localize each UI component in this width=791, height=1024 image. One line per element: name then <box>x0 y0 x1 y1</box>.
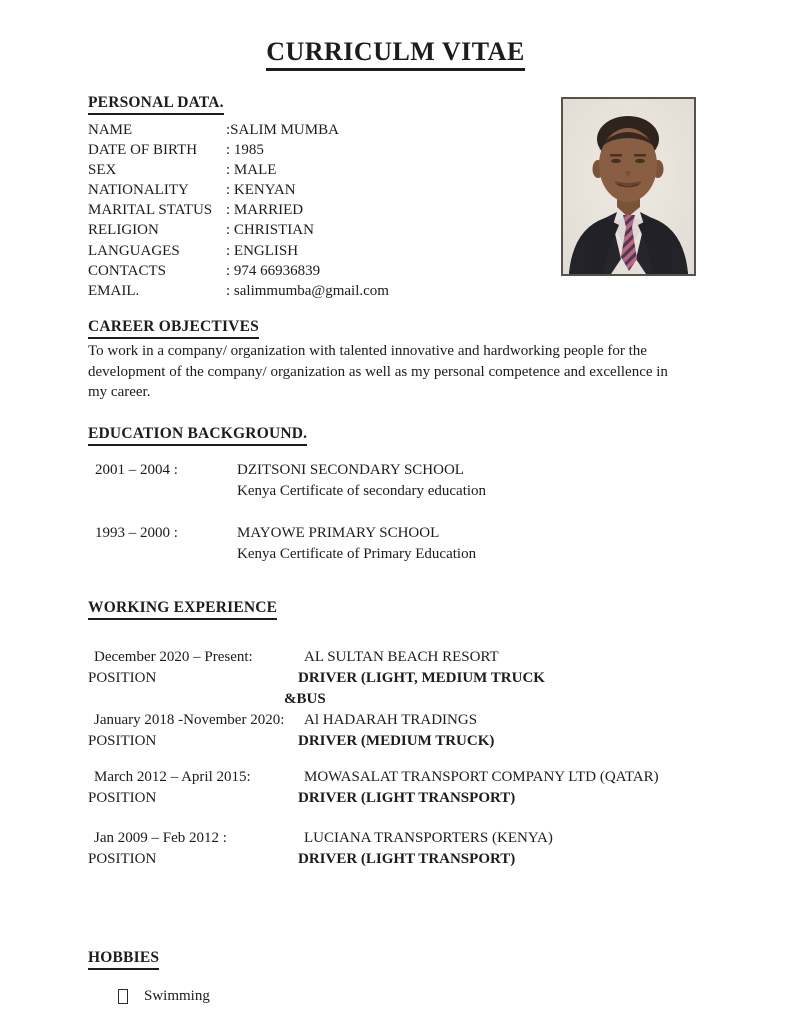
hobbies-heading: HOBBIES <box>88 948 159 970</box>
experience-position-line <box>88 668 768 689</box>
experience-company: LUCIANA TRANSPORTERS (KENYA) <box>304 830 553 846</box>
portrait-photo-drawing <box>563 99 694 274</box>
education-period: 1993 – 2000 : <box>95 525 178 541</box>
field-value: :SALIM MUMBA <box>226 122 339 138</box>
position-label: POSITION <box>88 851 157 867</box>
personal-row-dob <box>88 140 548 160</box>
career-objectives-section <box>88 317 748 403</box>
hobby-item <box>88 986 488 1007</box>
field-value: : MARRIED <box>226 202 304 219</box>
career-objectives-heading: CAREER OBJECTIVES <box>88 317 259 339</box>
hobby-label: Swimming <box>144 988 210 1004</box>
field-label: CONTACTS <box>88 262 166 279</box>
personal-row-sex <box>88 160 548 180</box>
personal-data-section <box>88 93 548 301</box>
field-label: NAME <box>88 122 133 138</box>
portrait-photo <box>561 97 696 276</box>
experience-entry-line <box>88 647 768 668</box>
experience-company: AL SULTAN BEACH RESORT <box>304 649 499 665</box>
field-label: RELIGION <box>88 222 159 239</box>
personal-data-heading: PERSONAL DATA. <box>88 93 224 115</box>
education-certificate: Kenya Certificate of Primary Education <box>237 546 477 562</box>
experience-role: DRIVER (LIGHT TRANSPORT) <box>298 851 516 867</box>
position-label: POSITION <box>88 790 157 806</box>
hobbies-section <box>88 948 488 1007</box>
experience-position-line <box>88 849 768 870</box>
field-label: DATE OF BIRTH <box>88 142 198 159</box>
experience-entry <box>88 767 768 809</box>
field-value: : KENYAN <box>226 182 296 199</box>
experience-period: March 2012 – April 2015: <box>94 769 251 785</box>
field-label: LANGUAGES <box>88 242 180 259</box>
missing-glyph-bullet-icon <box>118 989 128 1004</box>
education-certificate: Kenya Certificate of secondary education <box>237 483 487 499</box>
position-label: POSITION <box>88 670 157 686</box>
experience-position-line <box>88 731 768 752</box>
field-value: : salimmumba@gmail.com <box>226 282 389 299</box>
working-experience-heading: WORKING EXPERIENCE <box>88 598 277 620</box>
field-value: : MALE <box>226 162 277 179</box>
education-entry <box>88 460 748 502</box>
experience-entry <box>88 828 768 870</box>
field-label: EMAIL. <box>88 282 140 299</box>
experience-entry-line <box>88 710 768 731</box>
personal-data-rows <box>88 120 548 301</box>
experience-company: MOWASALAT TRANSPORT COMPANY LTD (QATAR) <box>304 769 659 785</box>
experience-entry-line <box>88 767 768 788</box>
field-label: NATIONALITY <box>88 182 189 199</box>
experience-position-line <box>88 788 768 809</box>
paragraph-line: To work in a company/ organization with talented innovative and hardworking people for the <box>88 343 647 359</box>
education-school: MAYOWE PRIMARY SCHOOL <box>237 525 440 541</box>
experience-role: DRIVER (MEDIUM TRUCK) <box>298 733 495 749</box>
experience-role: DRIVER (LIGHT, MEDIUM TRUCK <box>298 670 545 686</box>
experience-period: January 2018 -November 2020: <box>94 712 285 728</box>
experience-role-continued: &BUS <box>284 691 326 707</box>
position-label: POSITION <box>88 733 157 749</box>
personal-row-email <box>88 281 548 301</box>
paragraph-line: my career. <box>88 384 151 401</box>
personal-row-marital-status <box>88 200 548 220</box>
personal-row-name <box>88 120 548 140</box>
personal-row-languages <box>88 241 548 261</box>
education-section <box>88 424 748 565</box>
field-label: MARITAL STATUS <box>88 202 213 219</box>
field-value: : 1985 <box>226 142 264 159</box>
experience-role: DRIVER (LIGHT TRANSPORT) <box>298 790 516 806</box>
working-experience-section <box>88 598 768 870</box>
education-entry <box>88 523 748 565</box>
experience-period: December 2020 – Present: <box>94 649 253 665</box>
career-objectives-paragraph <box>88 341 748 403</box>
field-value: : CHRISTIAN <box>226 222 314 239</box>
paragraph-line: development of the company/ organization as well as my personal competence and excellence in <box>88 363 668 380</box>
personal-row-nationality <box>88 180 548 200</box>
page-title: CURRICULM VITAE <box>266 38 525 71</box>
education-heading: EDUCATION BACKGROUND. <box>88 424 307 446</box>
title-row <box>0 38 791 71</box>
education-entry-line <box>88 460 748 481</box>
field-label: SEX <box>88 162 117 179</box>
experience-entry <box>88 710 768 752</box>
education-entry-line <box>88 523 748 544</box>
field-value: : ENGLISH <box>226 242 299 259</box>
experience-entry-line <box>88 828 768 849</box>
experience-period: Jan 2009 – Feb 2012 : <box>94 830 227 846</box>
personal-row-contacts <box>88 261 548 281</box>
personal-row-religion <box>88 220 548 240</box>
education-period: 2001 – 2004 : <box>95 462 178 478</box>
experience-entry <box>88 647 768 710</box>
experience-company: Al HADARAH TRADINGS <box>304 712 478 728</box>
field-value: : 974 66936839 <box>226 262 321 279</box>
education-school: DZITSONI SECONDARY SCHOOL <box>237 462 464 478</box>
